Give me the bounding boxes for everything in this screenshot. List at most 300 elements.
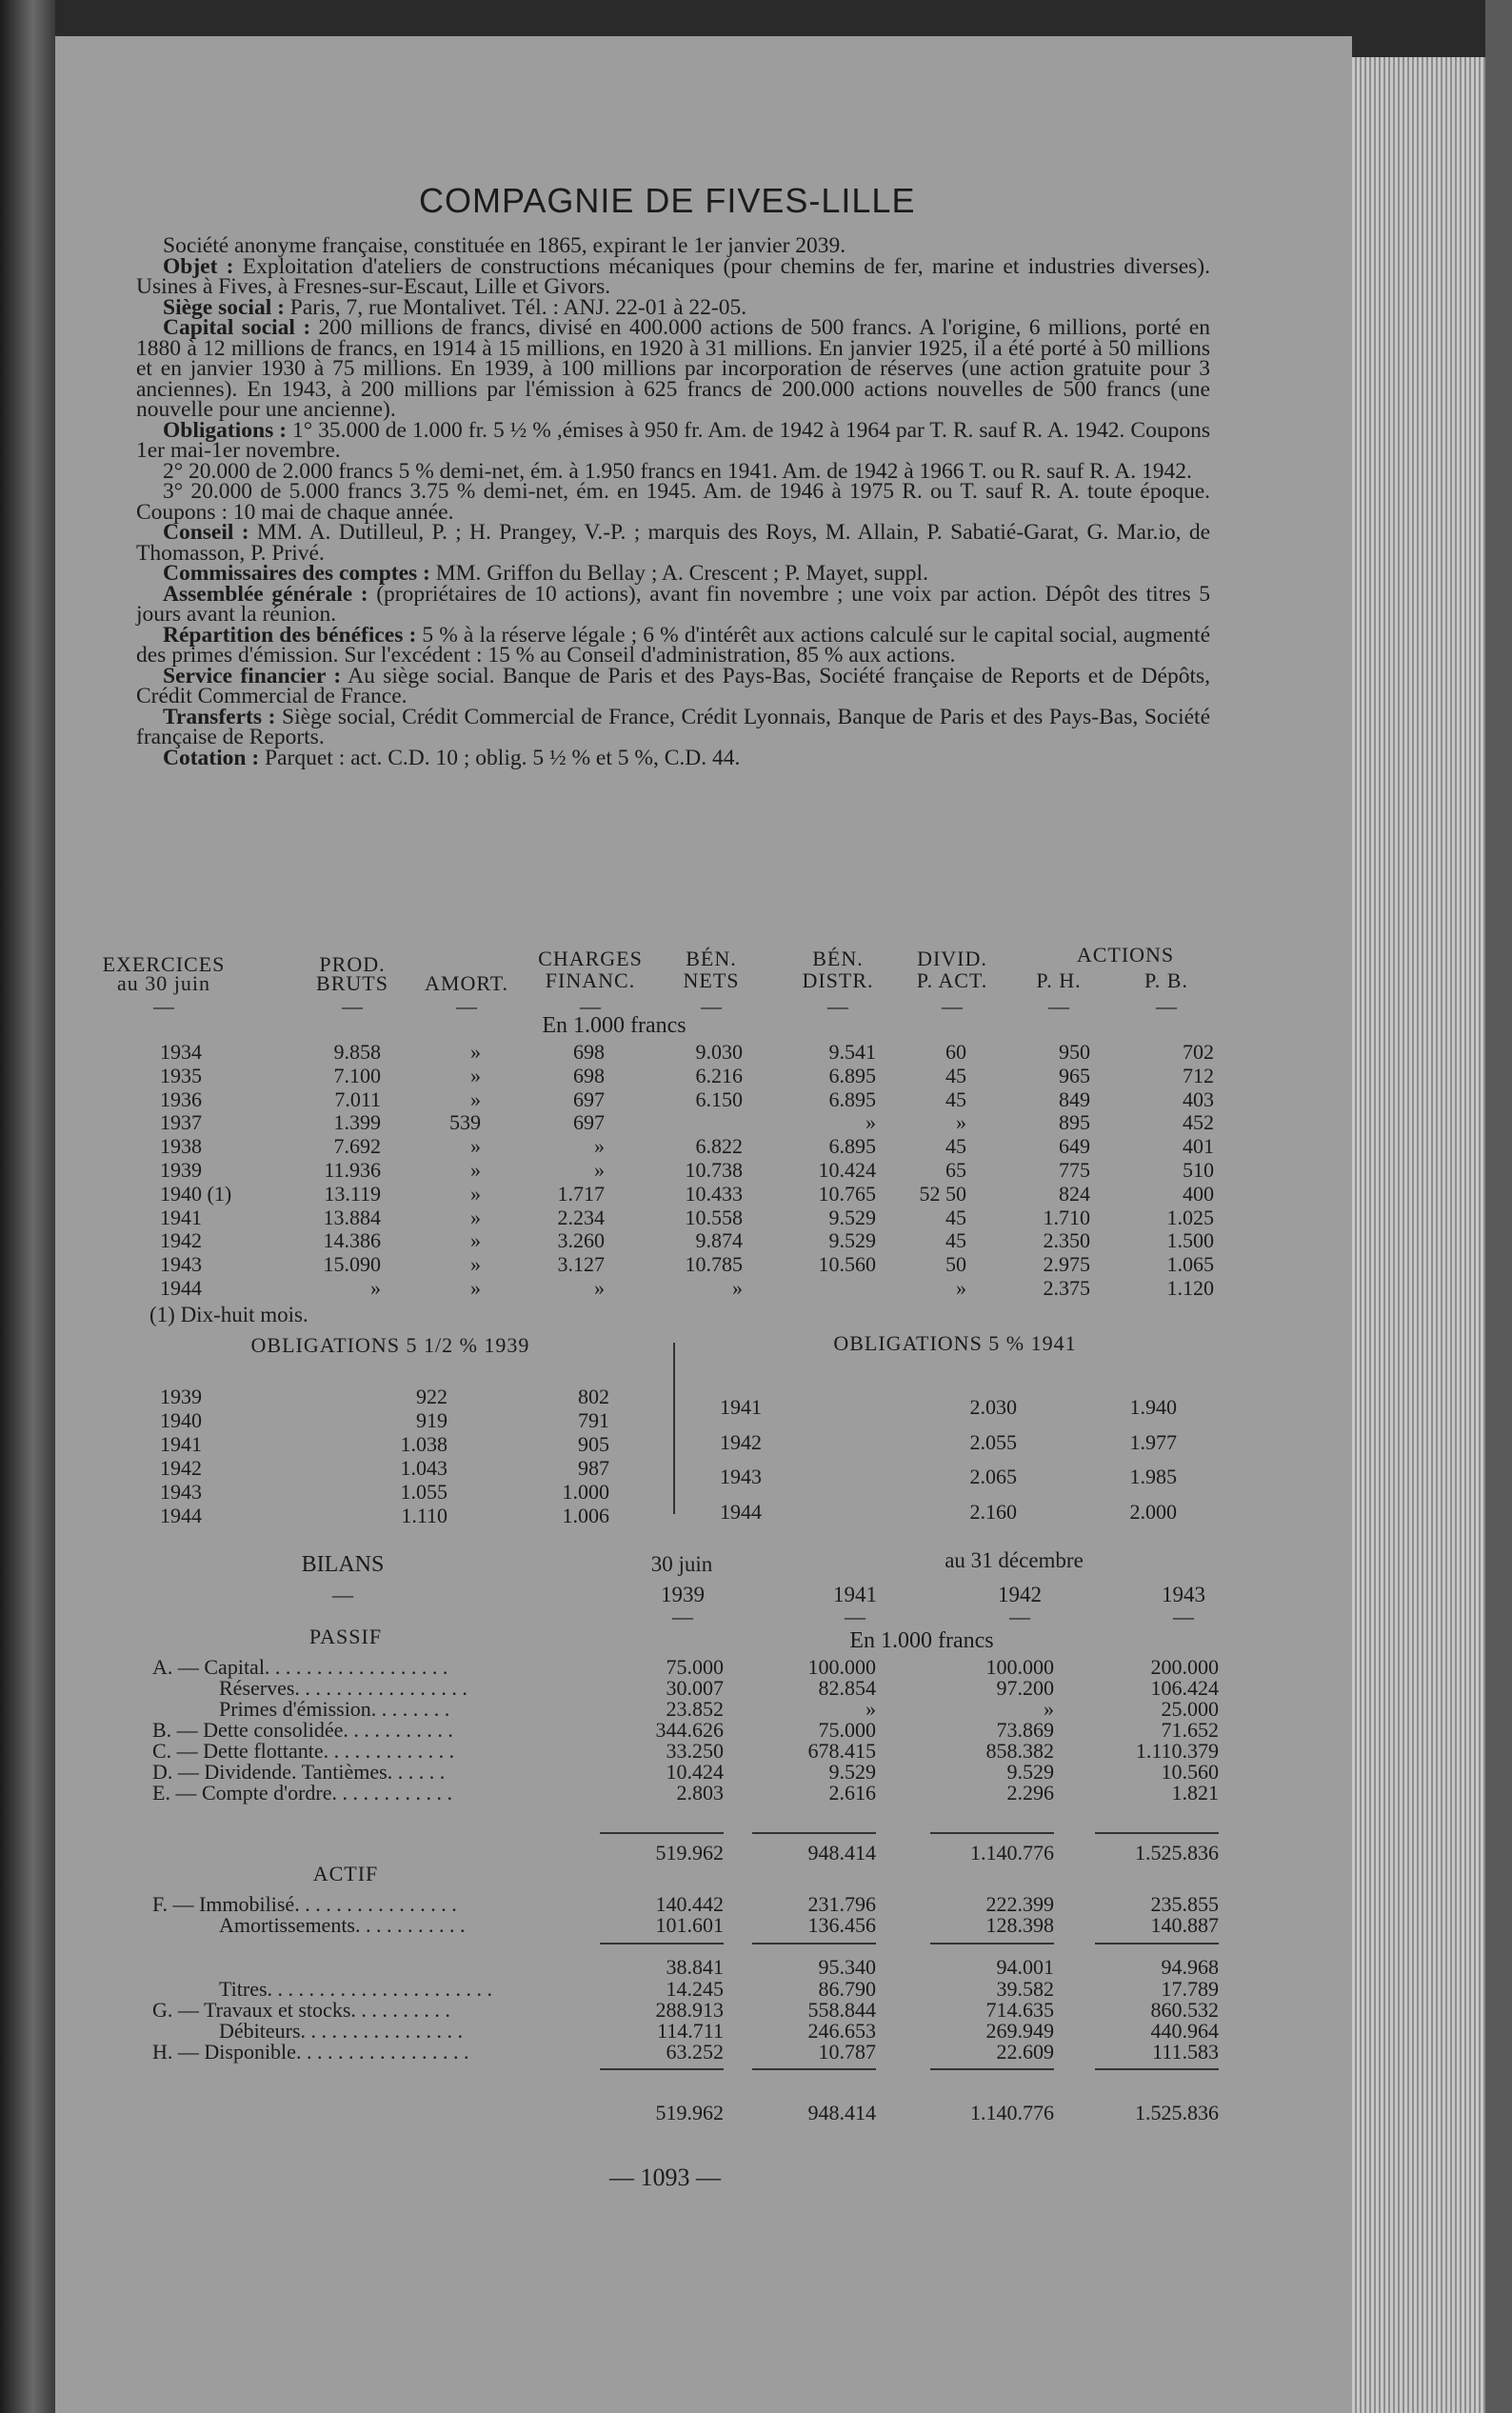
value-cell: 10.787 — [818, 2040, 876, 2064]
paragraph-lead: Répartition des bénéfices : — [163, 622, 417, 648]
value-cell: 25.000 — [1161, 1697, 1219, 1721]
col-header: DISTR. — [802, 968, 874, 992]
paragraph — [136, 745, 1210, 770]
value-cell: 698 — [573, 1063, 605, 1087]
sum-rule — [1095, 2068, 1219, 2070]
year-header: 1942 — [998, 1583, 1042, 1606]
dash: — — [153, 994, 174, 1018]
row-label: H. — Disponible. . . . . . . . . . . . . . . . . — [152, 2040, 469, 2064]
paragraph — [136, 704, 1210, 749]
year-cell: 1939 — [160, 1385, 202, 1408]
value-cell: 10.560 — [1161, 1760, 1219, 1784]
value-cell: 697 — [573, 1110, 605, 1135]
paragraph — [136, 663, 1210, 708]
paragraph-text: MM. A. Dutilleul, P. ; H. Prangey, V.-P. ; marquis des Roys, M. Allain, P. Sabatié-Garat, G. Mar.io, de Thomasson, P. Privé. — [136, 520, 1211, 566]
value-cell: » — [470, 1276, 481, 1300]
year-cell: 1943 — [160, 1252, 202, 1277]
value-cell: 702 — [1183, 1040, 1214, 1064]
value-cell: 905 — [578, 1432, 609, 1456]
value-cell: 1.399 — [333, 1110, 381, 1135]
value-cell: 6.895 — [828, 1087, 876, 1111]
company-description — [136, 233, 1211, 770]
value-cell: 1.120 — [1166, 1276, 1214, 1300]
sum-rule — [930, 1943, 1054, 1944]
col-header: P. ACT. — [916, 968, 988, 992]
value-cell: 39.582 — [996, 1977, 1054, 2001]
value-cell: 791 — [578, 1408, 609, 1432]
value-cell: 6.822 — [695, 1134, 743, 1159]
value-cell: 858.382 — [985, 1739, 1054, 1763]
value-cell: 235.855 — [1150, 1892, 1219, 1916]
paragraph-text: 2° 20.000 de 2.000 francs 5 % demi-net, ém. à 1.950 francs en 1941. Am. de 1942 à 1966 T. ou R. sauf R. A. 1942. — [163, 458, 1192, 484]
paragraph-lead: Transferts : — [163, 704, 276, 729]
value-cell: 2.000 — [1129, 1499, 1177, 1524]
value-cell: » — [470, 1158, 481, 1182]
row-label: F. — Immobilisé. . . . . . . . . . . . . . . . — [152, 1892, 457, 1916]
year-cell: 1944 — [160, 1276, 202, 1300]
paragraph-text: Siège social, Crédit Commercial de France, Crédit Lyonnais, Banque de Paris et des Pays-Bas, Société française de Reports. — [136, 704, 1210, 749]
value-cell: 23.852 — [666, 1697, 724, 1721]
value-cell: 73.869 — [996, 1718, 1054, 1742]
dash: — — [1173, 1605, 1194, 1628]
value-cell: 10.558 — [685, 1205, 743, 1229]
value-cell: 9.529 — [828, 1760, 876, 1784]
value-cell: » — [470, 1181, 481, 1206]
sum-rule — [752, 1943, 876, 1944]
unit-label: En 1.000 francs — [542, 1013, 686, 1038]
row-label: B. — Dette consolidée. . . . . . . . . . . — [152, 1718, 453, 1742]
value-cell: 7.692 — [333, 1134, 381, 1159]
paragraph-lead: Assemblée générale : — [163, 581, 368, 607]
value-cell: » — [594, 1134, 605, 1159]
value-cell: 7.100 — [333, 1063, 381, 1087]
dash: — — [456, 994, 477, 1018]
paragraph-lead: Conseil : — [163, 520, 249, 545]
value-cell: 9.541 — [828, 1040, 876, 1064]
row-label: E. — Compte d'ordre. . . . . . . . . . . . — [152, 1781, 452, 1805]
year-cell: 1944 — [160, 1504, 202, 1527]
unit-label: En 1.000 francs — [849, 1628, 994, 1653]
sum-rule — [1095, 1943, 1219, 1944]
value-cell: 2.350 — [1043, 1228, 1090, 1253]
paragraph-lead: Service financier : — [163, 663, 342, 688]
value-cell: 1.038 — [400, 1432, 448, 1456]
value-cell: 14.245 — [666, 1977, 724, 2001]
bilans-title: BILANS — [301, 1552, 385, 1577]
paragraph — [136, 520, 1211, 566]
value-cell: 10.785 — [685, 1252, 743, 1277]
year-cell: 1941 — [160, 1205, 202, 1229]
year-cell: 1936 — [160, 1087, 202, 1111]
row-label: G. — Travaux et stocks. . . . . . . . . . — [152, 1998, 450, 2022]
year-cell: 1943 — [160, 1480, 202, 1504]
paragraph-lead: Capital social : — [163, 315, 311, 340]
paragraph — [136, 417, 1210, 463]
value-cell: 269.949 — [985, 2019, 1054, 2043]
sum-rule — [1095, 1832, 1219, 1834]
year-cell: 1944 — [720, 1499, 762, 1524]
value-cell: 1.985 — [1129, 1465, 1177, 1488]
value-cell: 9.529 — [828, 1205, 876, 1229]
value-cell: 111.583 — [1152, 2040, 1219, 2064]
value-cell: 50 — [945, 1252, 966, 1277]
year-cell: 1935 — [160, 1063, 202, 1087]
year-cell: 1937 — [160, 1110, 202, 1135]
value-cell: » — [370, 1276, 381, 1300]
value-cell: 45 — [945, 1205, 966, 1229]
value-cell: 2.975 — [1043, 1252, 1090, 1277]
paragraph-text: (propriétaires de 10 actions), avant fin novembre ; une voix par action. Dépôt des titres 5 jours avant la réunion. — [136, 581, 1210, 627]
year-cell: 1942 — [160, 1456, 202, 1480]
value-cell: 45 — [945, 1063, 966, 1087]
previous-page-edge — [0, 0, 55, 2413]
year-cell: 1940 (1) — [160, 1181, 232, 1206]
value-cell: 2.296 — [1006, 1781, 1054, 1805]
dash: — — [1009, 1605, 1030, 1628]
col-header: P. H. — [1036, 968, 1082, 992]
year-header: 1943 — [1162, 1583, 1205, 1606]
value-cell: 52 50 — [919, 1181, 966, 1206]
value-cell: 698 — [573, 1040, 605, 1064]
value-cell: 6.216 — [695, 1063, 743, 1087]
subtotal-cell: 95.340 — [818, 1955, 876, 1979]
total-cell: 519.962 — [655, 1841, 724, 1865]
value-cell: 45 — [945, 1087, 966, 1111]
value-cell: 82.854 — [818, 1676, 876, 1700]
value-cell: 114.711 — [657, 2019, 724, 2043]
total-cell: 1.140.776 — [970, 1841, 1054, 1865]
value-cell: 1.110 — [401, 1504, 448, 1527]
row-label: Titres. . . . . . . . . . . . . . . . . . . . . . — [219, 1977, 493, 2001]
obligations-1941-title: OBLIGATIONS 5 % 1941 — [833, 1331, 1077, 1355]
value-cell: 33.250 — [666, 1739, 724, 1763]
value-cell: 400 — [1183, 1181, 1214, 1206]
value-cell: » — [470, 1040, 481, 1064]
paragraph-text: Paris, 7, rue Montalivet. Tél. : ANJ. 22-01 à 22-05. — [284, 294, 747, 320]
value-cell: 922 — [416, 1385, 448, 1408]
year-cell: 1934 — [160, 1040, 202, 1064]
value-cell: 2.065 — [969, 1465, 1017, 1488]
value-cell: 510 — [1183, 1158, 1214, 1182]
value-cell: 860.532 — [1150, 1998, 1219, 2022]
sum-rule — [752, 1832, 876, 1834]
paragraph-text: MM. Griffon du Bellay ; A. Crescent ; P. Mayet, suppl. — [429, 561, 928, 586]
value-cell: 75.000 — [666, 1655, 724, 1679]
total-cell: 1.525.836 — [1135, 2101, 1219, 2124]
value-cell: 10.424 — [666, 1760, 724, 1784]
sum-rule — [600, 1943, 724, 1944]
sum-rule — [600, 2068, 724, 2070]
value-cell: 136.456 — [807, 1913, 876, 1937]
paragraph-lead: Objet : — [163, 253, 234, 279]
value-cell: 3.127 — [557, 1252, 605, 1277]
paragraph — [136, 622, 1210, 668]
paragraph-text: 3° 20.000 de 5.000 francs 3.75 % demi-net, ém. en 1945. Am. de 1946 à 1975 R. ou T. sauf R. A. toute époque. Coupons : 10 mai de chaque année. — [136, 479, 1210, 525]
value-cell: » — [470, 1252, 481, 1277]
year-cell: 1941 — [720, 1395, 762, 1419]
year-cell: 1941 — [160, 1432, 202, 1456]
sum-rule — [600, 1832, 724, 1834]
value-cell: 344.626 — [655, 1718, 724, 1742]
value-cell: 1.717 — [557, 1181, 605, 1206]
value-cell: 403 — [1183, 1087, 1214, 1111]
value-cell: 10.433 — [685, 1181, 743, 1206]
value-cell: 919 — [416, 1408, 448, 1432]
value-cell: 22.609 — [996, 2040, 1054, 2064]
dash: — — [701, 994, 722, 1018]
paragraph — [136, 581, 1210, 627]
total-cell: 519.962 — [655, 2101, 724, 2124]
value-cell: » — [470, 1087, 481, 1111]
paragraph-text: Au siège social. Banque de Paris et des Pays-Bas, Société française de Reports et de Dépôts, Crédit Commercial de France. — [136, 663, 1210, 708]
total-cell: 1.140.776 — [970, 2101, 1054, 2124]
value-cell: 106.424 — [1150, 1676, 1219, 1700]
col-header: CHARGES — [538, 947, 643, 970]
year-header: 1941 — [833, 1583, 877, 1606]
value-cell: 849 — [1059, 1087, 1090, 1111]
value-cell: 440.964 — [1150, 2019, 1219, 2043]
value-cell: 9.529 — [828, 1228, 876, 1253]
value-cell: 1.065 — [1166, 1252, 1214, 1277]
paragraph-lead: Obligations : — [163, 417, 288, 443]
dash: — — [342, 994, 363, 1018]
value-cell: 2.055 — [969, 1429, 1017, 1454]
value-cell: 14.386 — [323, 1228, 381, 1253]
value-cell: 714.635 — [985, 1998, 1054, 2022]
value-cell: 950 — [1059, 1040, 1090, 1064]
paragraph-text: 200 millions de francs, divisé en 400.000 actions de 500 francs. A l'origine, 6 millions, porté en 1880 à 12 millions de francs, en 1914 à 15 millions, en 1920 à 31 millions. En janvier 1925, il a été porté à 50 millions et en janvier 1930 à 75 millions. En 1939, à 100 millions par incorporation de réserves (une action gratuite pour 3 anciennes). En 1943, à 200 millions par l'émission à 625 francs de 200.000 actions nouvelles de 500 francs (une nouvelle pour une ancienne). — [136, 315, 1210, 422]
value-cell: 1.000 — [562, 1480, 609, 1504]
dash: — — [1156, 994, 1177, 1018]
value-cell: 17.789 — [1161, 1977, 1219, 2001]
value-cell: 678.415 — [807, 1739, 876, 1763]
value-cell: 6.150 — [695, 1087, 743, 1111]
dash: — — [332, 1583, 353, 1606]
col-header: FINANC. — [545, 968, 636, 992]
paragraph — [136, 479, 1210, 525]
col-header: BÉN. — [686, 947, 737, 970]
paragraph-lead: Commissaires des comptes : — [163, 561, 430, 586]
value-cell: 6.895 — [828, 1134, 876, 1159]
value-cell: 3.260 — [557, 1228, 605, 1253]
value-cell: 100.000 — [985, 1655, 1054, 1679]
col-header: ACTIONS — [1076, 943, 1175, 967]
value-cell: 802 — [578, 1385, 609, 1408]
value-cell: 1.055 — [400, 1480, 448, 1504]
value-cell: 558.844 — [807, 1998, 876, 2022]
value-cell: 1.500 — [1166, 1228, 1214, 1253]
value-cell: 10.560 — [818, 1252, 876, 1277]
value-cell: 140.442 — [655, 1892, 724, 1916]
paragraph-lead: Cotation : — [163, 745, 260, 770]
value-cell: 9.858 — [333, 1040, 381, 1064]
dash: — — [942, 994, 963, 1018]
value-cell: 1.821 — [1171, 1781, 1219, 1805]
paragraph — [136, 315, 1210, 422]
value-cell: 140.887 — [1150, 1913, 1219, 1937]
value-cell: 9.529 — [1006, 1760, 1054, 1784]
value-cell: 10.424 — [818, 1158, 876, 1182]
value-cell: 2.160 — [969, 1499, 1017, 1524]
section-label: ACTIF — [312, 1862, 379, 1885]
value-cell: 6.895 — [828, 1063, 876, 1087]
value-cell: 222.399 — [985, 1892, 1054, 1916]
value-cell: 2.030 — [969, 1395, 1017, 1419]
value-cell: » — [865, 1697, 876, 1721]
value-cell: 1.710 — [1043, 1205, 1090, 1229]
value-cell: » — [956, 1110, 966, 1135]
col-header: BÉN. — [812, 947, 864, 970]
value-cell: 775 — [1059, 1158, 1090, 1182]
subtotal-cell: 94.001 — [996, 1955, 1054, 1979]
value-cell: » — [470, 1228, 481, 1253]
value-cell: 75.000 — [818, 1718, 876, 1742]
paragraph-text: 1° 35.000 de 1.000 fr. 5 ½ % ,émises à 950 fr. Am. de 1942 à 1964 par T. R. sauf R. A. 1942. Coupons 1er mai-1er novembre. — [136, 417, 1210, 463]
value-cell: 1.006 — [562, 1504, 609, 1527]
row-label: C. — Dette flottante. . . . . . . . . . . . . — [152, 1739, 455, 1763]
page-title: COMPAGNIE DE FIVES-LILLE — [419, 181, 916, 220]
year-cell: 1942 — [160, 1228, 202, 1253]
value-cell: 10.738 — [685, 1158, 743, 1182]
year-header: 1939 — [661, 1583, 705, 1606]
value-cell: 1.110.379 — [1135, 1739, 1219, 1763]
value-cell: 60 — [945, 1040, 966, 1064]
value-cell: 246.653 — [807, 2019, 876, 2043]
sum-rule — [930, 1832, 1054, 1834]
value-cell: 13.884 — [323, 1205, 381, 1229]
paragraph-text: Société anonyme française, constituée en 1865, expirant le 1er janvier 2039. — [163, 233, 846, 258]
total-cell: 1.525.836 — [1135, 1841, 1219, 1865]
value-cell: 97.200 — [996, 1676, 1054, 1700]
value-cell: » — [956, 1276, 966, 1300]
value-cell: 100.000 — [807, 1655, 876, 1679]
value-cell: » — [594, 1276, 605, 1300]
value-cell: 11.936 — [324, 1158, 381, 1182]
value-cell: 1.977 — [1129, 1429, 1177, 1454]
value-cell: 30.007 — [666, 1676, 724, 1700]
value-cell: » — [1044, 1697, 1054, 1721]
section-label: PASSIF — [308, 1625, 383, 1648]
value-cell: » — [865, 1110, 876, 1135]
value-cell: 1.940 — [1129, 1395, 1177, 1419]
col-header: AMORT. — [425, 971, 508, 995]
value-cell: 86.790 — [818, 1977, 876, 2001]
value-cell: 71.652 — [1161, 1718, 1219, 1742]
value-cell: 2.616 — [828, 1781, 876, 1805]
value-cell: » — [470, 1134, 481, 1159]
dash: — — [1048, 994, 1069, 1018]
row-label: D. — Dividende. Tantièmes. . . . . . — [152, 1760, 446, 1784]
subtotal-cell: 94.968 — [1161, 1955, 1219, 1979]
value-cell: 965 — [1059, 1063, 1090, 1087]
col-header: NETS — [683, 968, 740, 992]
paragraph-text: Parquet : act. C.D. 10 ; oblig. 5 ½ % et 5 %, C.D. 44. — [259, 745, 741, 770]
value-cell: » — [594, 1158, 605, 1182]
value-cell: 2.375 — [1043, 1276, 1090, 1300]
value-cell: » — [470, 1063, 481, 1087]
total-cell: 948.414 — [807, 2101, 876, 2124]
value-cell: 101.601 — [655, 1913, 724, 1937]
value-cell: 2.803 — [676, 1781, 724, 1805]
row-label: Amortissements. . . . . . . . . . . — [219, 1913, 466, 1937]
value-cell: 649 — [1059, 1134, 1090, 1159]
value-cell: 231.796 — [807, 1892, 876, 1916]
value-cell: » — [732, 1276, 743, 1300]
year-cell: 1940 — [160, 1408, 202, 1432]
sum-rule — [752, 2068, 876, 2070]
value-cell: 2.234 — [557, 1205, 605, 1229]
value-cell: 1.025 — [1166, 1205, 1214, 1229]
value-cell: 1.043 — [400, 1456, 448, 1480]
value-cell: 824 — [1059, 1181, 1090, 1206]
value-cell: 401 — [1183, 1134, 1214, 1159]
book-edge — [1485, 0, 1512, 2413]
sum-rule — [930, 2068, 1054, 2070]
value-cell: 697 — [573, 1087, 605, 1111]
col-header: PROD. — [319, 952, 386, 976]
row-label: A. — Capital. . . . . . . . . . . . . . . . . . — [152, 1655, 448, 1679]
col-header: P. B. — [1144, 968, 1188, 992]
value-cell: 45 — [945, 1134, 966, 1159]
value-cell: 65 — [945, 1158, 966, 1182]
value-cell: 9.030 — [695, 1040, 743, 1064]
paragraph-text: Exploitation d'ateliers de constructions mécaniques (pour chemins de fer, marine et industries diverses). Usines à Fives, à Fresnes-sur-Escaut, Lille et Givors. — [136, 253, 1210, 299]
dash: — — [845, 1605, 865, 1628]
value-cell: 200.000 — [1150, 1655, 1219, 1679]
footnote: (1) Dix-huit mois. — [149, 1303, 308, 1326]
year-cell: 1943 — [720, 1465, 762, 1488]
obligations-divider — [673, 1343, 675, 1514]
col-header: 30 juin — [650, 1552, 713, 1576]
value-cell: 10.765 — [818, 1181, 876, 1206]
value-cell: 712 — [1183, 1063, 1214, 1087]
dash: — — [672, 1605, 693, 1628]
col-header: DIVID. — [917, 947, 987, 970]
col-header: EXERCICES — [102, 952, 226, 976]
col-header: BRUTS — [316, 971, 388, 995]
dash: — — [580, 994, 601, 1018]
value-cell: 9.874 — [695, 1228, 743, 1253]
page-number: — 1093 — — [609, 2164, 721, 2191]
row-label: Réserves. . . . . . . . . . . . . . . . . — [219, 1676, 468, 1700]
col-header: au 30 juin — [117, 971, 210, 995]
value-cell: 15.090 — [323, 1252, 381, 1277]
value-cell: 128.398 — [985, 1913, 1054, 1937]
year-cell: 1938 — [160, 1134, 202, 1159]
value-cell: 63.252 — [666, 2040, 724, 2064]
paragraph — [136, 253, 1210, 299]
total-cell: 948.414 — [807, 1841, 876, 1865]
paragraph-text: 5 % à la réserve légale ; 6 % d'intérêt aux actions calculé sur le capital social, augmenté des primes d'émission. Sur l'excédent : 15 % au Conseil d'administration, 85 % aux actions. — [136, 622, 1210, 668]
value-cell: » — [470, 1205, 481, 1229]
value-cell: 539 — [449, 1110, 481, 1135]
subtotal-cell: 38.841 — [666, 1955, 724, 1979]
value-cell: 45 — [945, 1228, 966, 1253]
obligations-1939-title: OBLIGATIONS 5 1/2 % 1939 — [250, 1333, 530, 1357]
col-header: au 31 décembre — [945, 1548, 1084, 1572]
value-cell: 288.913 — [655, 1998, 724, 2022]
row-label: Débiteurs. . . . . . . . . . . . . . . . — [219, 2019, 464, 2043]
value-cell: 452 — [1183, 1110, 1214, 1135]
paragraph-lead: Siège social : — [163, 294, 285, 320]
year-cell: 1942 — [720, 1429, 762, 1454]
row-label: Primes d'émission. . . . . . . . — [219, 1697, 450, 1721]
year-cell: 1939 — [160, 1158, 202, 1182]
value-cell: 895 — [1059, 1110, 1090, 1135]
value-cell: 987 — [578, 1456, 609, 1480]
value-cell: 7.011 — [334, 1087, 381, 1111]
dash: — — [827, 994, 848, 1018]
